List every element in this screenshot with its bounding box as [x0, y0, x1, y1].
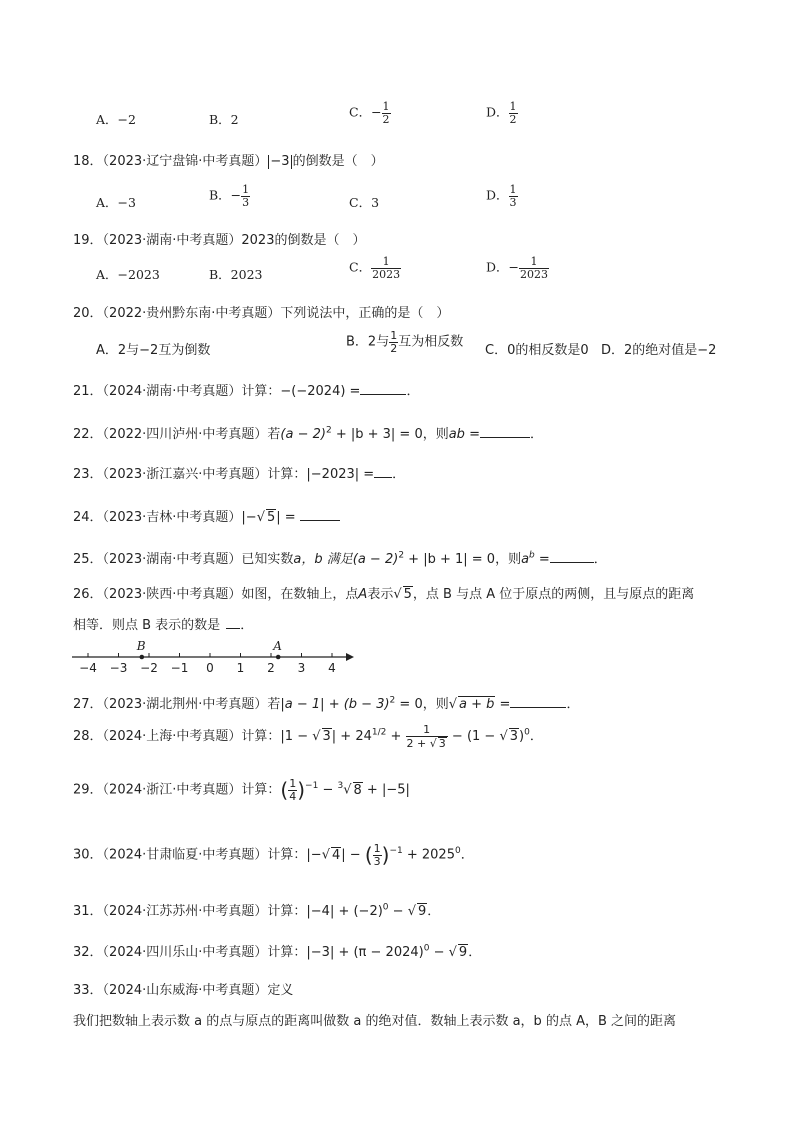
- q19-c-fraction: [371, 256, 401, 280]
- q29-radicand: 8: [353, 782, 362, 798]
- q23-expr: |−2023| =: [306, 467, 375, 482]
- q33-stem: 33．（2024·山东威海·中考真题）定义: [73, 983, 294, 998]
- q20-option-c: C．0的相反数是0: [485, 343, 589, 358]
- q28-e4: − (1 −: [447, 729, 500, 745]
- q28-fraction: [406, 724, 448, 749]
- q28-e5: ): [519, 729, 525, 745]
- q25-sup2: b: [529, 550, 535, 561]
- q31-radicand: 9: [418, 904, 427, 919]
- q18-option-d: [486, 184, 518, 208]
- q26-sqrt-sign: √: [393, 587, 402, 602]
- q28-sup2: 0: [524, 727, 530, 738]
- q31-prefix: 31．（2024·江苏苏州·中考真题）计算：: [73, 904, 307, 919]
- q26-radicand: 5: [403, 587, 412, 602]
- q23: [73, 463, 405, 482]
- number-line-tick-label: 0: [206, 661, 214, 675]
- q18-b-prefix: B．−: [209, 187, 242, 203]
- q26-line1: [73, 583, 694, 602]
- q24-expr-post: | =: [276, 510, 296, 525]
- q22: [73, 423, 543, 442]
- q28-end: ．: [529, 729, 543, 745]
- q18-b-den: 3: [242, 195, 250, 209]
- q17-c-fraction: [382, 101, 391, 125]
- q30-lparen: (: [364, 843, 373, 868]
- q18-option-c: C．3: [349, 195, 380, 210]
- q30-e2: | −: [341, 847, 365, 863]
- q31-end: ．: [427, 904, 441, 919]
- q24: [73, 506, 340, 525]
- q20-stem: 20．（2022·贵州黔东南·中考真题）下列说法中，正确的是（ ）: [73, 306, 450, 321]
- q29-lparen: (: [280, 778, 289, 803]
- q22-prefix: 22．（2022·四川泸州·中考真题）若: [73, 427, 281, 442]
- q19-option-a: A．−2023: [96, 267, 160, 282]
- q19-option-b: B．2023: [209, 267, 263, 282]
- q17-option-d: [486, 101, 518, 125]
- number-line-tick-label: 2: [267, 661, 275, 675]
- point-b-label: B: [136, 639, 146, 653]
- q22-sup: 2: [325, 425, 332, 436]
- q30-sup2: 0: [454, 846, 461, 857]
- q30-f-den: 3: [373, 854, 381, 868]
- q28-e3: +: [386, 729, 406, 745]
- q27-sup: 2: [389, 695, 396, 706]
- q26-prefix: 26．（2023·陕西·中考真题）如图，在数轴上，点: [73, 587, 359, 602]
- q29-rparen: ): [297, 778, 306, 803]
- q25-mid: a，b 满足: [293, 552, 353, 567]
- q17-option-a: A．−2: [96, 112, 136, 127]
- q26-answer-blank[interactable]: [226, 617, 240, 629]
- q17-d-fraction: [509, 101, 518, 125]
- q32-sqrt-sign: √: [448, 945, 457, 960]
- q30-rparen: ): [381, 843, 390, 868]
- q18-option-b: [209, 184, 250, 208]
- q25-expr4: =: [534, 552, 550, 567]
- q25-expr: (a − 2): [352, 552, 399, 567]
- number-line-tick-label: 4: [328, 661, 336, 675]
- q19-option-d: [486, 256, 549, 280]
- q18-d-num: 1: [509, 183, 517, 196]
- q27-answer-blank[interactable]: [510, 696, 566, 708]
- q24-prefix: 24．（2023·吉林·中考真题）: [73, 510, 242, 525]
- q20-b-suffix: 互为相反数: [398, 334, 464, 350]
- q20-b-fraction: [389, 330, 398, 354]
- q17-d-prefix: D．: [486, 104, 509, 120]
- q31-sqrt-sign: √: [407, 904, 416, 919]
- q23-prefix: 23．（2023·浙江嘉兴·中考真题）计算：: [73, 467, 307, 482]
- q30-sqrt-sign: √: [321, 847, 330, 863]
- q17-c-den: 2: [382, 112, 390, 126]
- q18-suffix: 的倒数是（ ）: [292, 154, 384, 169]
- q25-end: ．: [593, 552, 607, 567]
- q18-abs-value: −3: [270, 154, 290, 169]
- q25-answer-blank[interactable]: [550, 551, 594, 563]
- q32-e1: |−3| + (π − 2024): [306, 945, 424, 960]
- q18-d-prefix: D．: [486, 187, 509, 203]
- q29-f-den: 4: [289, 789, 297, 803]
- q18-stem: [73, 150, 384, 169]
- q28-prefix: 28．（2024·上海·中考真题）计算：: [73, 729, 281, 745]
- number-line-tick-label: −3: [109, 661, 128, 675]
- q22-expr2: + |b + 3| = 0，则: [331, 427, 449, 442]
- q17-c-prefix: C．−: [349, 104, 382, 120]
- q25-expr2: + |b + 1| = 0，则: [404, 552, 522, 567]
- q23-end: ．: [392, 467, 406, 482]
- q30-e1: |−: [306, 847, 322, 863]
- q28-f-den-pre: 2 +: [406, 736, 430, 750]
- q18-b-fraction: [241, 184, 250, 208]
- number-line-tick-label: −4: [79, 661, 97, 675]
- q26-number-line: [70, 638, 360, 678]
- q18-prefix: 18．（2023·辽宁盘锦·中考真题）: [73, 154, 268, 169]
- point-b-dot: [139, 655, 144, 660]
- q31: [73, 900, 440, 919]
- q22-expr1: (a − 2): [280, 427, 326, 442]
- q18-d-den: 3: [509, 195, 517, 209]
- q23-answer-blank[interactable]: [374, 466, 392, 478]
- number-line-tick-label: 1: [236, 661, 245, 675]
- q22-expr3: ab =: [448, 427, 480, 442]
- q17-option-c: [349, 101, 391, 125]
- q27-expr3: =: [495, 697, 511, 712]
- q28-r2: 3: [509, 729, 519, 745]
- q29: [73, 778, 410, 802]
- q19-c-num: 1: [382, 255, 390, 268]
- q32-sup: 0: [423, 943, 430, 954]
- q31-e1: |−4| + (−2): [306, 904, 383, 919]
- q17-d-num: 1: [509, 100, 517, 113]
- q28-r1: 3: [322, 729, 331, 745]
- q28: [73, 724, 543, 749]
- q26-end: ．: [240, 618, 254, 633]
- q32-radicand: 9: [458, 945, 468, 960]
- q28-sup: 1/2: [371, 727, 387, 738]
- q32: [73, 941, 481, 960]
- q30-e3: + 2025: [402, 847, 455, 863]
- q32-e2: −: [429, 945, 449, 960]
- q25-expr3: a: [521, 552, 530, 567]
- q30-prefix: 30．（2024·甘肃临夏·中考真题）计算：: [73, 847, 307, 863]
- q29-prefix: 29．（2024·浙江·中考真题）计算：: [73, 782, 281, 798]
- q26-rest: ，点 B 与点 A 位于原点的两侧，且与原点的距离: [412, 587, 695, 602]
- q17-d-den: 2: [509, 112, 517, 126]
- number-line-tick-label: −1: [170, 661, 189, 675]
- q26-point-a-ref: A: [358, 587, 368, 602]
- q18-b-num: 1: [242, 183, 250, 196]
- q19-option-c: [349, 256, 401, 280]
- q21-answer-blank[interactable]: [360, 383, 406, 395]
- q18-d-fraction: [509, 184, 518, 208]
- q20-b-prefix: B．2与: [346, 334, 390, 350]
- q30: [73, 843, 474, 867]
- q28-e2: | + 24: [331, 729, 372, 745]
- point-a-label: A: [273, 639, 282, 653]
- q28-e1: |1 −: [280, 729, 313, 745]
- q27-end: ．: [566, 697, 580, 712]
- q28-f-den: [406, 736, 448, 750]
- q17-c-num: 1: [382, 100, 390, 113]
- q30-sup: −1: [389, 846, 403, 857]
- q27-radicand: a + b: [459, 697, 495, 712]
- q32-prefix: 32．（2024·四川乐山·中考真题）计算：: [73, 945, 307, 960]
- q20-option-a: A．2与−2互为倒数: [96, 343, 211, 358]
- q19-d-den: 2023: [520, 267, 548, 281]
- q27: [73, 693, 579, 712]
- q28-sqrt-sign-3: √: [499, 729, 508, 745]
- q33-definition-text: 我们把数轴上表示数 a 的点与原点的距离叫做数 a 的绝对值．数轴上表示数 a，b 的点 A，B 之间的距离: [73, 1014, 677, 1029]
- q25: [73, 548, 607, 567]
- q21-end: ．: [406, 384, 420, 399]
- number-line-tick-label: 3: [297, 661, 306, 675]
- q19-d-num: 1: [530, 255, 538, 268]
- q28-f-num: 1: [423, 723, 431, 736]
- q32-end: ．: [468, 945, 482, 960]
- q19-c-den: 2023: [372, 267, 401, 281]
- q29-root-index: 3: [337, 781, 344, 792]
- q29-e2: + |−5|: [362, 782, 410, 798]
- q20-option-d: D．2的绝对值是−2: [601, 343, 717, 358]
- q24-sqrt-sign: √: [256, 510, 265, 525]
- q28-sqrt-sign-2: √: [429, 736, 437, 750]
- q24-radicand: 5: [266, 510, 276, 525]
- q21: [73, 380, 419, 399]
- q27-expr2: = 0，则: [395, 697, 449, 712]
- q22-answer-blank[interactable]: [480, 426, 530, 438]
- q30-end: ．: [460, 847, 474, 863]
- q31-e2: −: [388, 904, 408, 919]
- q27-prefix: 27．（2023·湖北荆州·中考真题）若: [73, 697, 281, 712]
- q28-sqrt-sign-1: √: [312, 729, 321, 745]
- q18-option-a: A．−3: [96, 195, 136, 210]
- q19-c-prefix: C．: [349, 259, 372, 275]
- q17-option-b: B．2: [209, 112, 239, 127]
- q30-f-num: 1: [373, 842, 381, 855]
- q24-expr-pre: |−: [241, 510, 257, 525]
- q29-e1: −: [318, 782, 338, 798]
- q20-b-num: 1: [390, 329, 398, 342]
- q29-f-num: 1: [289, 777, 297, 790]
- q21-prefix: 21．（2024·湖南·中考真题）计算：: [73, 384, 281, 399]
- point-a-dot: [276, 655, 281, 660]
- q31-sup: 0: [382, 902, 389, 913]
- q26-line2: [73, 614, 253, 633]
- q21-expr: −(−2024) =: [280, 384, 361, 399]
- q29-sqrt-sign: √: [343, 782, 352, 798]
- q25-sup: 2: [398, 550, 405, 561]
- q19-d-fraction: [519, 256, 549, 280]
- q20-option-b: [346, 330, 463, 354]
- q29-sup: −1: [305, 781, 319, 792]
- q27-expr: |a − 1| + (b − 3): [280, 697, 390, 712]
- q27-sqrt-sign: √: [448, 697, 458, 712]
- number-line-arrow: [346, 653, 354, 661]
- q30-radicand: 4: [331, 847, 341, 863]
- q28-f-den-rad: 3: [438, 736, 446, 750]
- q22-end: ．: [529, 427, 543, 442]
- q26-line2-text: 相等．则点 B 表示的数是: [73, 618, 221, 633]
- number-line-tick-label: −2: [140, 661, 158, 675]
- q30-fraction: [373, 843, 382, 867]
- q24-answer-blank[interactable]: [300, 509, 340, 521]
- q29-fraction: [288, 778, 297, 802]
- q20-b-den: 2: [390, 341, 398, 355]
- q19-stem: 19．（2023·湖南·中考真题）2023的倒数是（ ）: [73, 233, 366, 248]
- q19-d-prefix: D．−: [486, 259, 519, 275]
- q25-prefix: 25．（2023·湖南·中考真题）已知实数: [73, 552, 294, 567]
- q26-mid: 表示: [367, 587, 394, 602]
